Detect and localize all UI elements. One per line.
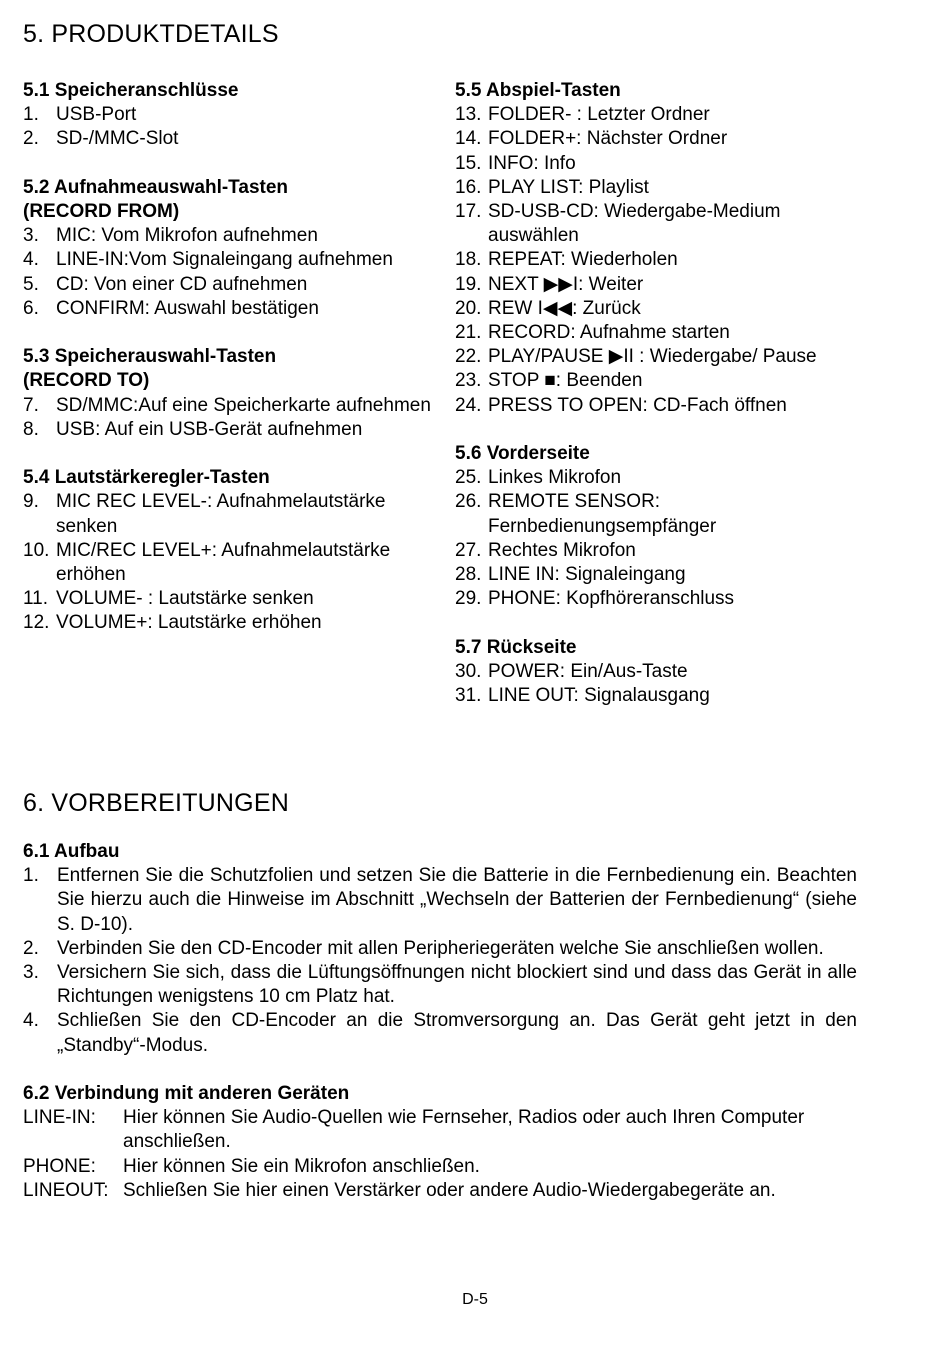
item-text: MIC: Vom Mikrofon aufnehmen xyxy=(56,225,318,247)
connection-description: Hier können Sie Audio-Quellen wie Fernseher, Radios oder auch Ihren Computer anschließen. xyxy=(123,1107,805,1153)
item-number: 1. xyxy=(23,104,39,126)
section-block xyxy=(455,636,855,709)
item-number: 30. xyxy=(455,660,482,682)
section-block xyxy=(455,442,855,611)
list-item xyxy=(455,152,855,176)
list-item xyxy=(455,297,855,321)
item-text: SD/MMC:Auf eine Speicherkarte aufnehmen xyxy=(56,394,431,416)
section-block xyxy=(23,466,443,635)
item-text: FOLDER+: Nächster Ordner xyxy=(488,128,728,150)
list-item xyxy=(23,1009,857,1057)
list-item xyxy=(455,345,855,369)
item-number: 8. xyxy=(23,418,39,440)
list-item xyxy=(23,297,443,321)
section-subtitle: (RECORD TO) xyxy=(23,370,150,392)
item-text: Linkes Mikrofon xyxy=(488,467,622,489)
item-text: CD: Von einer CD aufnehmen xyxy=(56,273,308,295)
connection-description: Hier können Sie ein Mikrofon anschließen. xyxy=(123,1155,480,1177)
connection-row xyxy=(23,1106,857,1154)
list-item xyxy=(455,369,855,393)
item-text: VOLUME+: Lautstärke erhöhen xyxy=(56,612,322,634)
list-item xyxy=(23,394,443,418)
section-6-content xyxy=(23,840,857,1203)
list-item xyxy=(23,587,443,611)
connections-list xyxy=(23,1106,857,1203)
section-title: 5.3 Speicherauswahl-Tasten xyxy=(23,346,277,368)
list-item xyxy=(23,273,443,297)
item-text: LINE-IN:Vom Signaleingang aufnehmen xyxy=(56,249,393,271)
list-item xyxy=(23,224,443,248)
list-item xyxy=(455,490,855,538)
item-number: 2. xyxy=(23,128,39,150)
item-text: PHONE: Kopfhöreranschluss xyxy=(488,588,735,610)
item-text: NEXT ▶▶I: Weiter xyxy=(488,273,644,295)
list-item xyxy=(455,563,855,587)
list-item xyxy=(23,418,443,442)
setup-steps-list xyxy=(23,864,857,1058)
connection-name: LINE-IN: xyxy=(23,1107,96,1129)
item-number: 13. xyxy=(455,104,482,126)
item-text: FOLDER- : Letzter Ordner xyxy=(488,104,710,126)
section-title: 5.4 Lautstärkeregler-Tasten xyxy=(23,467,270,489)
item-text: Entfernen Sie die Schutzfolien und setzen Sie die Batterie in die Fernbedienung ein. Beachten Sie hierzu auch die Hinweise im Abschnitt „Wechseln der Batterien der Fernbedienung“ (siehe S. D-10). xyxy=(57,865,857,935)
list-item xyxy=(455,539,855,563)
item-text: CONFIRM: Auswahl bestätigen xyxy=(56,297,319,319)
item-number: 6. xyxy=(23,297,39,319)
item-number: 22. xyxy=(455,346,482,368)
item-number: 4. xyxy=(23,1010,39,1032)
list-item xyxy=(455,127,855,151)
list-item xyxy=(455,466,855,490)
item-number: 24. xyxy=(455,394,482,416)
list-item xyxy=(455,394,855,418)
item-number: 15. xyxy=(455,152,482,174)
item-text: VOLUME- : Lautstärke senken xyxy=(56,588,314,610)
list-item xyxy=(455,321,855,345)
connection-name: PHONE: xyxy=(23,1155,96,1177)
list-item xyxy=(455,273,855,297)
connection-name: LINEOUT: xyxy=(23,1179,109,1201)
item-number: 7. xyxy=(23,394,39,416)
item-number: 20. xyxy=(455,297,482,319)
item-text: STOP ■: Beenden xyxy=(488,370,643,392)
item-text: Schließen Sie den CD-Encoder an die Stromversorgung an. Das Gerät geht jetzt in den „Standby“-Modus. xyxy=(57,1010,857,1056)
list-item xyxy=(23,103,443,127)
item-number: 19. xyxy=(455,273,482,295)
section-title: 5.7 Rückseite xyxy=(455,636,577,658)
item-text: POWER: Ein/Aus-Taste xyxy=(488,660,688,682)
item-number: 23. xyxy=(455,370,482,392)
item-number: 14. xyxy=(455,128,482,150)
item-number: 27. xyxy=(455,539,482,561)
list-item xyxy=(455,248,855,272)
list-item xyxy=(455,684,855,708)
section-title: 5.6 Vorderseite xyxy=(455,443,590,465)
list-item xyxy=(23,611,443,635)
item-number: 31. xyxy=(455,685,482,707)
list-item xyxy=(455,587,855,611)
list-item xyxy=(23,864,857,937)
connection-row xyxy=(23,1179,857,1203)
item-number: 17. xyxy=(455,201,482,223)
item-text: MIC REC LEVEL-: Aufnahmelautstärke senken xyxy=(56,491,386,537)
right-column xyxy=(455,79,855,708)
item-number: 10. xyxy=(23,539,50,561)
list-item xyxy=(455,200,855,248)
item-text: INFO: Info xyxy=(488,152,576,174)
item-text: LINE IN: Signaleingang xyxy=(488,564,686,586)
item-number: 3. xyxy=(23,225,39,247)
list-item xyxy=(23,539,443,587)
item-text: SD-USB-CD: Wiedergabe-Medium auswählen xyxy=(488,201,781,247)
item-text: PRESS TO OPEN: CD-Fach öffnen xyxy=(488,394,787,416)
section-title: 5.1 Speicheranschlüsse xyxy=(23,80,239,101)
list-item xyxy=(23,490,443,538)
section-6-1-title: 6.1 Aufbau xyxy=(23,841,120,862)
item-text: Versichern Sie sich, dass die Lüftungsöffnungen nicht blockiert sind und dass das Gerät in alle Richtungen wenigstens 10 cm Platz hat. xyxy=(57,962,857,1008)
item-text: SD-/MMC-Slot xyxy=(56,128,179,150)
item-text: LINE OUT: Signalausgang xyxy=(488,685,710,707)
item-number: 29. xyxy=(455,588,482,610)
item-text: USB: Auf ein USB-Gerät aufnehmen xyxy=(56,418,363,440)
item-number: 11. xyxy=(23,588,49,610)
section-block xyxy=(455,79,855,418)
item-text: RECORD: Aufnahme starten xyxy=(488,322,730,344)
item-number: 28. xyxy=(455,564,482,586)
section-subtitle: (RECORD FROM) xyxy=(23,201,180,222)
item-text: REMOTE SENSOR: Fernbedienungsempfänger xyxy=(488,491,717,537)
item-number: 12. xyxy=(23,612,50,634)
section-block xyxy=(23,345,443,442)
item-number: 5. xyxy=(23,273,39,295)
section-5-heading: 5. PRODUKTDETAILS xyxy=(23,20,279,48)
item-text: MIC/REC LEVEL+: Aufnahmelautstärke erhöhen xyxy=(56,539,391,586)
section-title: 5.5 Abspiel-Tasten xyxy=(455,80,621,101)
section-6-heading: 6. VORBEREITUNGEN xyxy=(23,789,289,817)
section-block xyxy=(23,176,443,321)
item-number: 16. xyxy=(455,176,482,198)
item-text: PLAY LIST: Playlist xyxy=(488,176,649,198)
list-item xyxy=(23,961,857,1009)
connection-description: Schließen Sie hier einen Verstärker oder andere Audio-Wiedergabegeräte an. xyxy=(123,1179,776,1201)
list-item xyxy=(23,127,443,151)
item-number: 1. xyxy=(23,865,39,887)
list-item xyxy=(23,937,857,961)
item-text: PLAY/PAUSE ▶II : Wiedergabe/ Pause xyxy=(488,346,817,368)
item-text: REW I◀◀: Zurück xyxy=(488,297,641,319)
item-number: 4. xyxy=(23,249,39,271)
item-text: USB-Port xyxy=(56,104,137,126)
section-6-2-title: 6.2 Verbindung mit anderen Geräten xyxy=(23,1083,350,1105)
page-number: D-5 xyxy=(462,1291,488,1308)
item-number: 9. xyxy=(23,491,39,513)
left-column xyxy=(23,79,443,636)
item-number: 3. xyxy=(23,962,39,984)
section-6-2 xyxy=(23,1082,857,1203)
item-text: REPEAT: Wiederholen xyxy=(488,249,678,271)
list-item xyxy=(23,248,443,272)
list-item xyxy=(455,176,855,200)
item-text: Rechtes Mikrofon xyxy=(488,539,636,561)
connection-row xyxy=(23,1155,857,1179)
item-number: 18. xyxy=(455,249,482,271)
list-item xyxy=(455,660,855,684)
item-number: 26. xyxy=(455,491,482,513)
item-number: 2. xyxy=(23,937,39,959)
section-6-1 xyxy=(23,840,857,1058)
item-number: 25. xyxy=(455,467,482,489)
item-number: 21. xyxy=(455,322,482,344)
section-block xyxy=(23,79,443,152)
item-text: Verbinden Sie den CD-Encoder mit allen Peripheriegeräten welche Sie anschließen wollen. xyxy=(57,937,824,959)
section-title: 5.2 Aufnahmeauswahl-Tasten xyxy=(23,176,289,198)
list-item xyxy=(455,103,855,127)
